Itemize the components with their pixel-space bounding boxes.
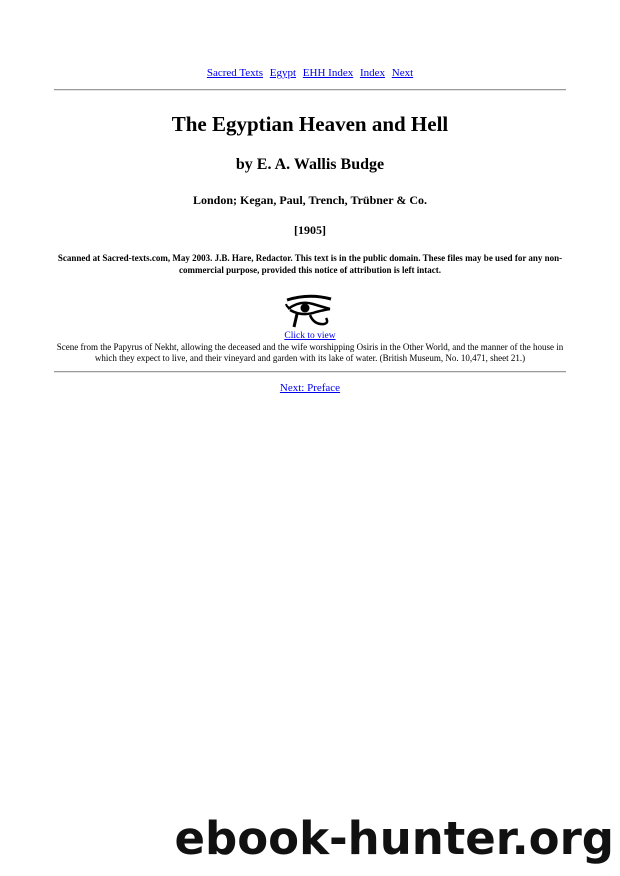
eye-of-horus-icon[interactable] — [284, 294, 334, 330]
scan-notice: Scanned at Sacred-texts.com, May 2003. J.B. Hare, Redactor. This text is in the public domain. These files may be used for any non-commercial purpose, provided this notice of attribution is left intact. — [57, 253, 563, 275]
page-title: The Egyptian Heaven and Hell — [171, 112, 449, 136]
publication-year: [1905] — [294, 223, 326, 237]
image-caption: Scene from the Papyrus of Nekht, allowing the deceased and the wife worshipping Osiris in the Other World, and the manner of the house in which they expect to live, and their vineyard and garden with its lake of water. (British Museum, No. 10,471, sheet 21.) — [56, 342, 564, 363]
top-divider — [54, 89, 566, 91]
next-link-container — [0, 382, 620, 394]
nav-link-ehh-index[interactable]: EHH Index — [302, 67, 354, 79]
publisher-line: London; Kegan, Paul, Trench, Trübner & Co. — [192, 193, 428, 207]
bottom-divider — [54, 371, 566, 373]
top-navigation — [0, 67, 620, 79]
next-preface-link[interactable]: Next: Preface — [279, 382, 341, 394]
image-link-container — [0, 331, 620, 341]
click-to-view-link[interactable]: Click to view — [284, 331, 336, 341]
nav-link-index[interactable]: Index — [359, 67, 385, 79]
watermark-text: ebook-hunter.org — [174, 812, 614, 865]
nav-link-egypt[interactable]: Egypt — [269, 67, 297, 79]
nav-link-sacred-texts[interactable]: Sacred Texts — [206, 67, 264, 79]
nav-link-next[interactable]: Next — [391, 67, 414, 79]
author-line: by E. A. Wallis Budge — [235, 156, 385, 173]
